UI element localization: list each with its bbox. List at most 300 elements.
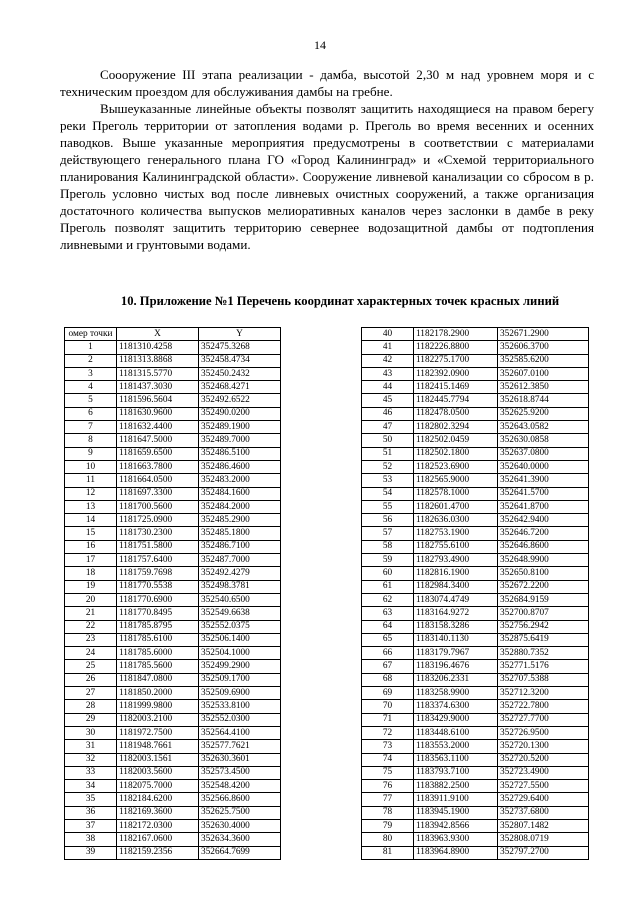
y-coordinate-cell: 352486.5100 [199, 447, 281, 460]
y-coordinate-cell: 352498.3781 [199, 580, 281, 593]
y-coordinate-cell: 352664.7699 [199, 846, 281, 859]
point-number-cell: 62 [362, 593, 414, 606]
x-coordinate-cell: 1183553.2000 [414, 740, 498, 753]
point-number-cell: 75 [362, 766, 414, 779]
table-row [65, 740, 281, 753]
x-coordinate-cell: 1182523.6900 [414, 460, 498, 473]
table-row [362, 580, 589, 593]
y-coordinate-cell: 352807.1482 [498, 819, 589, 832]
x-coordinate-cell: 1181437.3030 [117, 381, 199, 394]
table-row [362, 753, 589, 766]
point-number-cell: 20 [65, 593, 117, 606]
table-row [65, 367, 281, 380]
table-row [362, 633, 589, 646]
point-number-cell: 12 [65, 487, 117, 500]
point-number-cell: 8 [65, 434, 117, 447]
y-coordinate-cell: 352509.1700 [199, 673, 281, 686]
x-coordinate-cell: 1181596.5604 [117, 394, 199, 407]
table-row [65, 381, 281, 394]
paragraph: Вышеуказанные линейные объекты позволят защитить находящиеся на правом берегу реки Преголь территории от затопления водами р. Преголь во время весенних и осенних паводков. Выше указанные мероприятия предусмотрены в соответствии с материалами действующего генерального плана ГО «Город Калининград» и «Схемой территориального планирования Калининградской области». Сооружение ливневой канализации со сбросом в р. Преголь условно чистых вод после ливневых очистных сооружений, а также организация достаточного количества выпусков мелиоративных каналов через заслонки в дамбе в реку Преголь позволят защитить территорию севернее водозащитной дамбы от подтопления ливневыми и грунтовыми водами. [60, 101, 594, 253]
point-number-cell: 5 [65, 394, 117, 407]
table-row [362, 447, 589, 460]
x-coordinate-cell: 1183258.9900 [414, 687, 498, 700]
y-coordinate-cell: 352630.0858 [498, 434, 589, 447]
x-coordinate-cell: 1183140.1130 [414, 633, 498, 646]
x-coordinate-cell: 1183911.9100 [414, 793, 498, 806]
x-coordinate-cell: 1181770.8495 [117, 607, 199, 620]
x-coordinate-cell: 1181757.6400 [117, 554, 199, 567]
point-number-cell: 81 [362, 846, 414, 859]
y-coordinate-cell: 352729.6400 [498, 793, 589, 806]
table-row [362, 766, 589, 779]
table-row [65, 673, 281, 686]
x-coordinate-cell: 1181972.7500 [117, 726, 199, 739]
body-text [60, 66, 594, 254]
y-coordinate-cell: 352607.0100 [498, 367, 589, 380]
x-coordinate-cell: 1182178.2900 [414, 328, 498, 341]
table-row [65, 514, 281, 527]
point-number-cell: 61 [362, 580, 414, 593]
x-coordinate-cell: 1181999.9800 [117, 700, 199, 713]
point-number-cell: 41 [362, 341, 414, 354]
point-number-cell: 56 [362, 514, 414, 527]
table-header-cell: Y [199, 328, 281, 341]
y-coordinate-cell: 352722.7800 [498, 700, 589, 713]
point-number-cell: 44 [362, 381, 414, 394]
point-number-cell: 34 [65, 780, 117, 793]
x-coordinate-cell: 1182755.6100 [414, 540, 498, 553]
table-row [65, 527, 281, 540]
y-coordinate-cell: 352648.9900 [498, 554, 589, 567]
x-coordinate-cell: 1181315.5770 [117, 367, 199, 380]
y-coordinate-cell: 352485.1800 [199, 527, 281, 540]
x-coordinate-cell: 1181310.4258 [117, 341, 199, 354]
y-coordinate-cell: 352499.2900 [199, 660, 281, 673]
point-number-cell: 15 [65, 527, 117, 540]
y-coordinate-cell: 352797.2700 [498, 846, 589, 859]
x-coordinate-cell: 1182578.1000 [414, 487, 498, 500]
table-row [362, 367, 589, 380]
table-row [362, 354, 589, 367]
table-row [362, 607, 589, 620]
table-row [65, 700, 281, 713]
y-coordinate-cell: 352625.7500 [199, 806, 281, 819]
x-coordinate-cell: 1181725.0900 [117, 514, 199, 527]
y-coordinate-cell: 352707.5388 [498, 673, 589, 686]
point-number-cell: 10 [65, 460, 117, 473]
y-coordinate-cell: 352489.7000 [199, 434, 281, 447]
point-number-cell: 11 [65, 474, 117, 487]
x-coordinate-cell: 1181730.2300 [117, 527, 199, 540]
y-coordinate-cell: 352564.4100 [199, 726, 281, 739]
point-number-cell: 66 [362, 647, 414, 660]
x-coordinate-cell: 1181785.8795 [117, 620, 199, 633]
table-row [65, 407, 281, 420]
table-row [362, 660, 589, 673]
x-coordinate-cell: 1182003.5600 [117, 766, 199, 779]
y-coordinate-cell: 352490.0200 [199, 407, 281, 420]
point-number-cell: 69 [362, 687, 414, 700]
x-coordinate-cell: 1182636.0300 [414, 514, 498, 527]
x-coordinate-cell: 1182169.3600 [117, 806, 199, 819]
table-row [65, 819, 281, 832]
x-coordinate-cell: 1183164.9272 [414, 607, 498, 620]
point-number-cell: 32 [65, 753, 117, 766]
y-coordinate-cell: 352723.4900 [498, 766, 589, 779]
y-coordinate-cell: 352640.0000 [498, 460, 589, 473]
x-coordinate-cell: 1182392.0900 [414, 367, 498, 380]
y-coordinate-cell: 352573.4500 [199, 766, 281, 779]
point-number-cell: 24 [65, 647, 117, 660]
table-row [362, 567, 589, 580]
x-coordinate-cell: 1183882.2500 [414, 780, 498, 793]
x-coordinate-cell: 1182003.2100 [117, 713, 199, 726]
table-row [65, 780, 281, 793]
table-row [362, 460, 589, 473]
x-coordinate-cell: 1182415.1469 [414, 381, 498, 394]
x-coordinate-cell: 1182502.1800 [414, 447, 498, 460]
x-coordinate-cell: 1181850.2000 [117, 687, 199, 700]
table-row [362, 381, 589, 394]
x-coordinate-cell: 1183074.4749 [414, 593, 498, 606]
point-number-cell: 35 [65, 793, 117, 806]
y-coordinate-cell: 352643.0582 [498, 421, 589, 434]
point-number-cell: 22 [65, 620, 117, 633]
point-number-cell: 18 [65, 567, 117, 580]
point-number-cell: 6 [65, 407, 117, 420]
y-coordinate-cell: 352506.1400 [199, 633, 281, 646]
table-row [65, 341, 281, 354]
x-coordinate-cell: 1181664.0500 [117, 474, 199, 487]
y-coordinate-cell: 352771.5176 [498, 660, 589, 673]
x-coordinate-cell: 1183964.8900 [414, 846, 498, 859]
table-row [65, 593, 281, 606]
table-row [362, 687, 589, 700]
x-coordinate-cell: 1181948.7661 [117, 740, 199, 753]
table-row [65, 647, 281, 660]
y-coordinate-cell: 352875.6419 [498, 633, 589, 646]
y-coordinate-cell: 352612.3850 [498, 381, 589, 394]
table-row [362, 806, 589, 819]
y-coordinate-cell: 352712.3200 [498, 687, 589, 700]
x-coordinate-cell: 1183448.6100 [414, 726, 498, 739]
point-number-cell: 70 [362, 700, 414, 713]
y-coordinate-cell: 352646.8600 [498, 540, 589, 553]
x-coordinate-cell: 1183179.7967 [414, 647, 498, 660]
x-coordinate-cell: 1182167.0600 [117, 833, 199, 846]
table-row [362, 740, 589, 753]
point-number-cell: 36 [65, 806, 117, 819]
point-number-cell: 65 [362, 633, 414, 646]
point-number-cell: 72 [362, 726, 414, 739]
y-coordinate-cell: 352484.1600 [199, 487, 281, 500]
point-number-cell: 19 [65, 580, 117, 593]
point-number-cell: 59 [362, 554, 414, 567]
table-row [362, 434, 589, 447]
point-number-cell: 55 [362, 500, 414, 513]
point-number-cell: 45 [362, 394, 414, 407]
x-coordinate-cell: 1181759.7698 [117, 567, 199, 580]
point-number-cell: 47 [362, 421, 414, 434]
x-coordinate-cell: 1182003.1561 [117, 753, 199, 766]
y-coordinate-cell: 352492.4279 [199, 567, 281, 580]
point-number-cell: 64 [362, 620, 414, 633]
table-row [65, 580, 281, 593]
y-coordinate-cell: 352450.2432 [199, 367, 281, 380]
x-coordinate-cell: 1181770.5538 [117, 580, 199, 593]
table-header-cell: X [117, 328, 199, 341]
point-number-cell: 4 [65, 381, 117, 394]
y-coordinate-cell: 352486.7100 [199, 540, 281, 553]
table-row [65, 474, 281, 487]
y-coordinate-cell: 352700.8707 [498, 607, 589, 620]
x-coordinate-cell: 1183206.2331 [414, 673, 498, 686]
point-number-cell: 14 [65, 514, 117, 527]
y-coordinate-cell: 352485.2900 [199, 514, 281, 527]
x-coordinate-cell: 1182159.2356 [117, 846, 199, 859]
point-number-cell: 39 [65, 846, 117, 859]
x-coordinate-cell: 1183793.7100 [414, 766, 498, 779]
point-number-cell: 23 [65, 633, 117, 646]
point-number-cell: 28 [65, 700, 117, 713]
y-coordinate-cell: 352671.2900 [498, 328, 589, 341]
x-coordinate-cell: 1183942.8566 [414, 819, 498, 832]
x-coordinate-cell: 1181313.8868 [117, 354, 199, 367]
point-number-cell: 2 [65, 354, 117, 367]
table-row [362, 833, 589, 846]
y-coordinate-cell: 352618.8744 [498, 394, 589, 407]
y-coordinate-cell: 352483.2000 [199, 474, 281, 487]
y-coordinate-cell: 352625.9200 [498, 407, 589, 420]
table-header-row [65, 328, 281, 341]
table-row [362, 793, 589, 806]
point-number-cell: 74 [362, 753, 414, 766]
table-row [362, 540, 589, 553]
y-coordinate-cell: 352727.7700 [498, 713, 589, 726]
table-row [65, 447, 281, 460]
x-coordinate-cell: 1183945.1900 [414, 806, 498, 819]
table-row [65, 766, 281, 779]
point-number-cell: 42 [362, 354, 414, 367]
table-row [65, 846, 281, 859]
y-coordinate-cell: 352549.6638 [199, 607, 281, 620]
point-number-cell: 38 [65, 833, 117, 846]
point-number-cell: 58 [362, 540, 414, 553]
x-coordinate-cell: 1182226.8800 [414, 341, 498, 354]
table-row [65, 793, 281, 806]
table-row [65, 487, 281, 500]
table-row [362, 780, 589, 793]
table-row [65, 687, 281, 700]
section-title: 10. Приложение №1 Перечень координат характерных точек красных линий [120, 294, 560, 308]
table-row [65, 354, 281, 367]
x-coordinate-cell: 1181700.5600 [117, 500, 199, 513]
y-coordinate-cell: 352566.8600 [199, 793, 281, 806]
x-coordinate-cell: 1183196.4676 [414, 660, 498, 673]
point-number-cell: 46 [362, 407, 414, 420]
x-coordinate-cell: 1181632.4400 [117, 421, 199, 434]
y-coordinate-cell: 352484.2000 [199, 500, 281, 513]
x-coordinate-cell: 1182793.4900 [414, 554, 498, 567]
y-coordinate-cell: 352641.8700 [498, 500, 589, 513]
y-coordinate-cell: 352726.9500 [498, 726, 589, 739]
y-coordinate-cell: 352642.9400 [498, 514, 589, 527]
y-coordinate-cell: 352737.6800 [498, 806, 589, 819]
point-number-cell: 3 [65, 367, 117, 380]
point-number-cell: 67 [362, 660, 414, 673]
y-coordinate-cell: 352475.3268 [199, 341, 281, 354]
point-number-cell: 57 [362, 527, 414, 540]
table-row [65, 726, 281, 739]
table-row [65, 554, 281, 567]
y-coordinate-cell: 352489.1900 [199, 421, 281, 434]
x-coordinate-cell: 1183158.3286 [414, 620, 498, 633]
table-header-cell: омер точки [65, 328, 117, 341]
table-row [65, 713, 281, 726]
x-coordinate-cell: 1182075.7000 [117, 780, 199, 793]
table-row [362, 713, 589, 726]
y-coordinate-cell: 352672.2200 [498, 580, 589, 593]
table-row [65, 607, 281, 620]
point-number-cell: 16 [65, 540, 117, 553]
y-coordinate-cell: 352458.4734 [199, 354, 281, 367]
table-row [362, 846, 589, 859]
point-number-cell: 1 [65, 341, 117, 354]
y-coordinate-cell: 352552.0300 [199, 713, 281, 726]
x-coordinate-cell: 1182565.9000 [414, 474, 498, 487]
point-number-cell: 51 [362, 447, 414, 460]
point-number-cell: 33 [65, 766, 117, 779]
table-row [362, 700, 589, 713]
x-coordinate-cell: 1182184.6200 [117, 793, 199, 806]
point-number-cell: 27 [65, 687, 117, 700]
table-row [65, 833, 281, 846]
x-coordinate-cell: 1183429.9000 [414, 713, 498, 726]
y-coordinate-cell: 352487.7000 [199, 554, 281, 567]
y-coordinate-cell: 352634.3600 [199, 833, 281, 846]
y-coordinate-cell: 352540.6500 [199, 593, 281, 606]
point-number-cell: 26 [65, 673, 117, 686]
x-coordinate-cell: 1181697.3300 [117, 487, 199, 500]
y-coordinate-cell: 352630.4000 [199, 819, 281, 832]
point-number-cell: 63 [362, 607, 414, 620]
table-row [362, 394, 589, 407]
table-row [65, 460, 281, 473]
y-coordinate-cell: 352641.3900 [498, 474, 589, 487]
y-coordinate-cell: 352684.9159 [498, 593, 589, 606]
point-number-cell: 50 [362, 434, 414, 447]
table-row [65, 567, 281, 580]
x-coordinate-cell: 1181847.0800 [117, 673, 199, 686]
y-coordinate-cell: 352650.8100 [498, 567, 589, 580]
table-row [362, 726, 589, 739]
coordinates-table-right [361, 327, 589, 860]
y-coordinate-cell: 352720.1300 [498, 740, 589, 753]
y-coordinate-cell: 352585.6200 [498, 354, 589, 367]
point-number-cell: 78 [362, 806, 414, 819]
x-coordinate-cell: 1182502.0459 [414, 434, 498, 447]
x-coordinate-cell: 1182816.1900 [414, 567, 498, 580]
x-coordinate-cell: 1182802.3294 [414, 421, 498, 434]
table-row [65, 434, 281, 447]
table-row [65, 394, 281, 407]
table-row [362, 514, 589, 527]
point-number-cell: 43 [362, 367, 414, 380]
point-number-cell: 71 [362, 713, 414, 726]
table-row [362, 554, 589, 567]
point-number-cell: 80 [362, 833, 414, 846]
y-coordinate-cell: 352533.8100 [199, 700, 281, 713]
point-number-cell: 68 [362, 673, 414, 686]
y-coordinate-cell: 352552.0375 [199, 620, 281, 633]
y-coordinate-cell: 352504.1000 [199, 647, 281, 660]
y-coordinate-cell: 352630.3601 [199, 753, 281, 766]
point-number-cell: 21 [65, 607, 117, 620]
x-coordinate-cell: 1181659.6500 [117, 447, 199, 460]
x-coordinate-cell: 1181785.5600 [117, 660, 199, 673]
x-coordinate-cell: 1182478.0500 [414, 407, 498, 420]
table-row [65, 660, 281, 673]
table-row [362, 407, 589, 420]
x-coordinate-cell: 1181785.6000 [117, 647, 199, 660]
y-coordinate-cell: 352808.0719 [498, 833, 589, 846]
x-coordinate-cell: 1182172.0300 [117, 819, 199, 832]
x-coordinate-cell: 1182445.7794 [414, 394, 498, 407]
y-coordinate-cell: 352637.0800 [498, 447, 589, 460]
x-coordinate-cell: 1182753.1900 [414, 527, 498, 540]
point-number-cell: 77 [362, 793, 414, 806]
table-row [362, 421, 589, 434]
point-number-cell: 76 [362, 780, 414, 793]
x-coordinate-cell: 1181663.7800 [117, 460, 199, 473]
table-row [362, 487, 589, 500]
table-row [65, 620, 281, 633]
table-row [362, 673, 589, 686]
x-coordinate-cell: 1182601.4700 [414, 500, 498, 513]
table-row [362, 593, 589, 606]
x-coordinate-cell: 1181630.9600 [117, 407, 199, 420]
table-row [362, 647, 589, 660]
x-coordinate-cell: 1182984.3400 [414, 580, 498, 593]
y-coordinate-cell: 352548.4200 [199, 780, 281, 793]
point-number-cell: 37 [65, 819, 117, 832]
table-row [65, 806, 281, 819]
table-row [362, 620, 589, 633]
table-row [362, 527, 589, 540]
x-coordinate-cell: 1181770.6900 [117, 593, 199, 606]
y-coordinate-cell: 352756.2942 [498, 620, 589, 633]
table-row [65, 753, 281, 766]
coordinates-table-left [64, 327, 281, 860]
x-coordinate-cell: 1183563.1100 [414, 753, 498, 766]
table-row [65, 500, 281, 513]
x-coordinate-cell: 1181751.5800 [117, 540, 199, 553]
y-coordinate-cell: 352720.5200 [498, 753, 589, 766]
point-number-cell: 52 [362, 460, 414, 473]
y-coordinate-cell: 352492.6522 [199, 394, 281, 407]
table-row [362, 341, 589, 354]
point-number-cell: 40 [362, 328, 414, 341]
table-row [65, 633, 281, 646]
table-row [362, 474, 589, 487]
point-number-cell: 9 [65, 447, 117, 460]
x-coordinate-cell: 1181785.6100 [117, 633, 199, 646]
x-coordinate-cell: 1183374.6300 [414, 700, 498, 713]
y-coordinate-cell: 352606.3700 [498, 341, 589, 354]
point-number-cell: 60 [362, 567, 414, 580]
point-number-cell: 17 [65, 554, 117, 567]
point-number-cell: 13 [65, 500, 117, 513]
